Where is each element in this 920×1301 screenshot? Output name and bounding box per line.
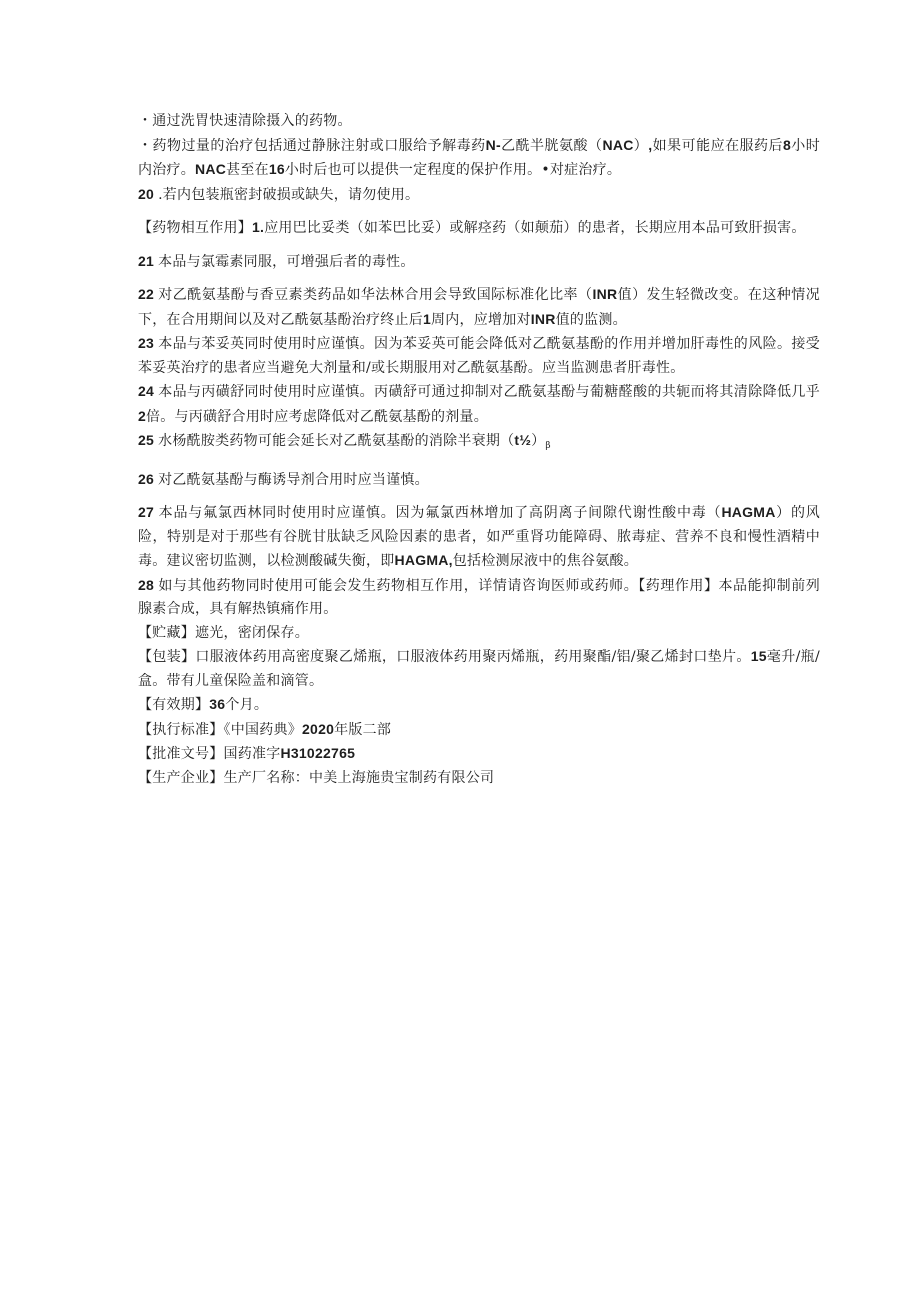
document-body: [138, 110, 820, 790]
document-page: [138, 110, 820, 790]
text-run: 年版二部: [334, 721, 392, 738]
text-run: 【药物相互作用】: [138, 220, 252, 236]
paragraph: [138, 718, 820, 743]
paragraph: [138, 767, 820, 791]
bold-text: 15: [750, 648, 767, 664]
bold-text: N-: [485, 136, 501, 153]
paragraph: [138, 250, 820, 275]
bold-text: ,: [648, 136, 653, 153]
text-run: 【有效期】: [138, 697, 210, 713]
text-run: .若内包装瓶密封破损或缺失，请勿使用。: [158, 186, 420, 203]
text-run: 水杨酰胺类药物可能会延长对乙酰氨基酚的消除半衰期（: [158, 433, 515, 449]
paragraph: [138, 183, 820, 208]
text-run: 本品与氟氯西林同时使用时应谨慎。因为氟氯西林增加了高阴离子间隙代谢性酸中毒（: [158, 505, 722, 521]
bold-text: INR: [530, 310, 556, 327]
bold-text: NAC: [195, 161, 227, 177]
bold-text: 1: [423, 310, 432, 327]
text-run: 【贮藏】遮光，密闭保存。: [138, 624, 309, 641]
text-run: 【生产企业】生产厂名称：中美上海施贵宝制药有限公司: [138, 769, 495, 786]
text-run: ・通过洗胃快速清除摄入的药物。: [138, 113, 352, 129]
text-run: 【批准文号】国药准字: [138, 746, 281, 762]
text-run: 包括检测尿液中的焦谷氨酸。: [452, 553, 639, 569]
item-number: 22: [138, 286, 155, 302]
bold-text: H31022765: [280, 745, 356, 761]
bold-text: HAGMA: [721, 504, 776, 520]
item-number: 23: [138, 335, 155, 351]
paragraph: [138, 429, 820, 459]
paragraph: [138, 501, 820, 574]
item-number: 27: [138, 504, 155, 520]
text-run: 对乙酰氨基酚与酶诱导剂合用时应当谨慎。: [158, 471, 429, 488]
paragraph: [138, 742, 820, 767]
text-run: ）: [633, 137, 649, 154]
text-run: 如果可能应在服药后: [652, 137, 783, 154]
text-run: 本品与苯妥英同时使用时应谨慎。因为苯妥英可能会降低对乙酰氨基酚的作用并增加肝毒性的风险。接受苯妥英治疗的患者应当避免大剂量和/或长期服用对乙酰氨基酚。应当监测患者肝毒性。: [138, 336, 820, 376]
text-run: 毫升/瓶/盒。带有儿童保险盖和滴管。: [138, 649, 821, 689]
text-run: 值的监测。: [555, 311, 627, 328]
text-run: 本品与丙磺舒同时使用时应谨慎。丙磺舒可通过抑制对乙酰氨基酚与葡糖醛酸的共轭而将其清除降低几乎: [158, 384, 820, 400]
item-number: 26: [138, 470, 155, 487]
text-run: ）的风险，特别是对于那些有谷胱甘肽缺乏风险因素的患者，如严重肾功能障碍、脓毒症、营养不良和慢性酒精中毒。建议密切监测，以检测酸碱失衡，即: [138, 505, 821, 569]
item-number: 25: [138, 432, 155, 448]
item-number: 24: [138, 383, 155, 399]
bold-text: NAC: [602, 136, 634, 153]
paragraph: [138, 574, 820, 622]
bold-text: 36: [209, 696, 226, 712]
paragraph: [138, 110, 820, 134]
bold-text: 16: [268, 161, 285, 177]
bold-text: HAGMA,: [394, 552, 453, 568]
text-run: 值）发生轻微改变。在这种情况下，在合用期间以及对乙酰氨基酚治疗终止后: [138, 287, 821, 328]
item-number: 28: [138, 576, 155, 593]
text-run: 应用巴比妥类（如苯巴比妥）或解痉药（如颠茄）的患者，长期应用本品可致肝损害。: [264, 220, 806, 236]
text-run: 【执行标准】《中国药典》: [138, 721, 302, 738]
text-run: 【包装】口服液体药用高密度聚乙烯瓶，口服液体药用聚丙烯瓶，药用聚酯/铝/聚乙烯封口垫片。: [138, 649, 751, 665]
text-run: 对乙酰氨基酚与香豆素类药品如华法林合用会导致国际标准化比率（: [158, 287, 593, 303]
text-run: 小时后也可以提供一定程度的保护作用。•对症治疗。: [284, 162, 622, 178]
paragraph: [138, 693, 820, 718]
text-run: 本品与氯霉素同服，可增强后者的毒性。: [158, 253, 415, 270]
paragraph: [138, 380, 820, 429]
paragraph: [138, 134, 820, 183]
item-number: 20: [138, 185, 155, 202]
text-run: 周内，应增加对: [431, 311, 531, 328]
subscript-text: β: [545, 441, 551, 451]
paragraph: [138, 622, 820, 646]
paragraph: [138, 332, 820, 380]
bold-text: 2: [138, 407, 147, 424]
paragraph: [138, 468, 820, 493]
text-run: ）: [531, 433, 546, 449]
paragraph: [138, 283, 820, 332]
paragraph: [138, 645, 820, 693]
text-run: 个月。: [225, 697, 269, 713]
bold-text: INR: [592, 286, 618, 302]
text-run: 倍。与丙磺舒合用时应考虑降低对乙酰氨基酚的剂量。: [146, 408, 489, 425]
bold-text: t½: [514, 432, 532, 448]
item-number: 21: [138, 252, 155, 269]
bold-text: 8: [783, 136, 792, 153]
text-run: 甚至在: [226, 162, 269, 178]
paragraph: [138, 216, 820, 241]
text-run: ・药物过量的治疗包括通过静脉注射或口服给予解毒药: [138, 137, 486, 154]
text-run: 小时内治疗。: [138, 137, 821, 178]
text-run: 如与其他药物同时使用可能会发生药物相互作用，详情请咨询医师或药师。【药理作用】本品能抑制前列腺素合成，具有解热镇痛作用。: [138, 577, 820, 617]
bold-text: 2020: [302, 720, 335, 737]
bold-text: 1.: [252, 219, 265, 235]
text-run: 乙酰半胱氨酸（: [500, 137, 603, 154]
